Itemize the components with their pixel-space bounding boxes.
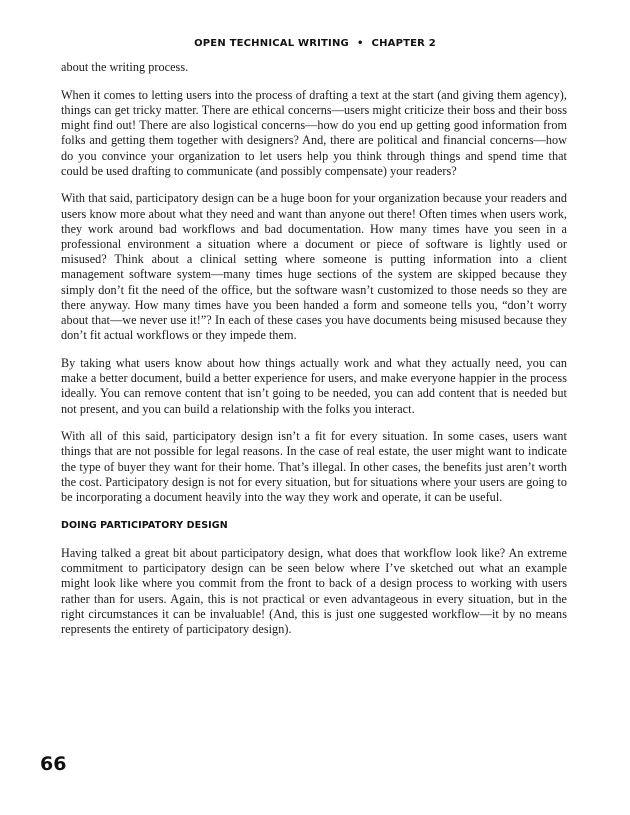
paragraph-workflow-intro: Having talked a great bit about participatory design, what does that workflow look like? An extreme commitment to participatory design can be seen below where I’ve sketched out what an example might look like where you commit from the front to back of a design process to working with users rather than for users. Again, this is not practical or even advantageous in every situation, but in the right circumstances it can be invaluable! (And, this is just one suggested workflow—it by no means represents the entirety of participatory design). — [61, 545, 567, 636]
running-header — [0, 38, 630, 49]
page-number: 66 — [40, 753, 67, 775]
paragraph-huge-boon: With that said, participatory design can be a huge boon for your organization because your readers and users know more about what they need and want than anyone out there! Often times when users work, they work around bad workflows and bad documentation. How many times have you seen in a professional environment a situation where a document or piece of software is lightly used or misused? Think about a clinical setting where someone is putting information into a client management software system—many times huge sections of the system are skipped because they simply don’t fit the need of the office, but the software wasn’t customized to those needs so they are there anyway. How many times have you been handed a form and someone tells you, “don’t worry about that—we never use it!”? In each of these cases you have documents being misused because they don’t fit actual workflows or they impede them. — [61, 191, 567, 343]
paragraph-not-a-fit: With all of this said, participatory design isn’t a fit for every situation. In some cases, users want things that are not possible for legal reasons. In the case of real estate, the user might want to indicate the type of buyer they want for their home. That’s illegal. In other cases, the benefits just aren’t worth the cost. Participatory design is not for every situation, but for situations where your users are going to be incorporating a document heavily into the way they work and operate, it can be useful. — [61, 429, 567, 505]
paragraph-user-agency: When it comes to letting users into the process of drafting a text at the start (and giving them agency), things can get tricky matter. There are ethical concerns—users might criticize their boss and their boss might find out! There are also logistical concerns—how do you end up getting good information from folks and getting them together with designers? And, there are political and financial concerns—how do you convince your organization to let users help you think through things and spend time that could be used drafting to communicate (and possibly compensate) your readers? — [61, 87, 567, 178]
body-text — [61, 60, 567, 650]
paragraph-continuation: about the writing process. — [61, 60, 189, 74]
book-title: OPEN TECHNICAL WRITING — [194, 38, 349, 49]
section-heading: DOING PARTICIPATORY DESIGN — [61, 519, 228, 531]
header-separator: • — [356, 38, 364, 49]
paragraph-taking-what-users-know: By taking what users know about how things actually work and what they actually need, you can make a better document, build a better experience for users, and make everyone happier in the process ideally. You can remove content that isn’t going to be needed, you can add content that is needed but not present, and you can build a relationship with the folks you interact. — [61, 355, 567, 416]
chapter-label: CHAPTER 2 — [371, 38, 436, 49]
